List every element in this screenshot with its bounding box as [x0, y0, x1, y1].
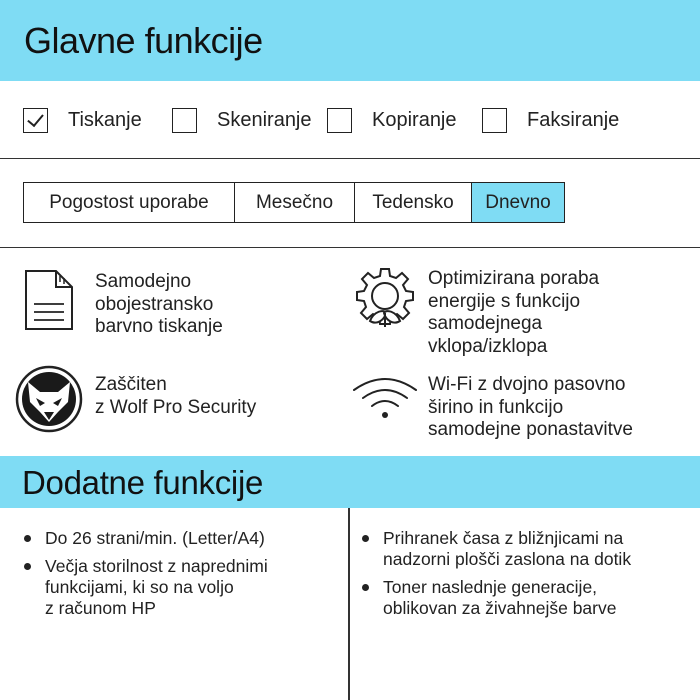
- feature-duplex-text: [95, 271, 223, 339]
- list-item-line: Do 26 strani/min. (Letter/A4): [45, 528, 265, 548]
- wifi-icon: [350, 372, 420, 422]
- fax-checkbox[interactable]: [482, 108, 507, 133]
- function-label: Skeniranje: [217, 109, 312, 131]
- frequency-row: [0, 159, 700, 248]
- column-divider: [348, 508, 350, 700]
- feature-line: samodejne ponastavitve: [428, 419, 633, 440]
- list-item: [24, 556, 339, 619]
- feature-line: Wi-Fi z dvojno pasovno: [428, 374, 626, 395]
- list-item-line: nadzorni plošči zaslona na dotik: [383, 549, 632, 569]
- eco-gear-icon: [350, 265, 420, 335]
- scan-checkbox[interactable]: [172, 108, 197, 133]
- feature-wifi-text: [428, 374, 633, 442]
- feature-security-text: [95, 374, 256, 419]
- list-item: [24, 528, 339, 549]
- frequency-option-daily[interactable]: Dnevno: [471, 183, 564, 222]
- list-item-line: funkcijami, ki so na voljo: [45, 577, 234, 597]
- list-item-line: z računom HP: [45, 598, 156, 618]
- feature-line: vklopa/izklopa: [428, 335, 548, 357]
- additional-list-left: [24, 528, 339, 626]
- frequency-option-monthly[interactable]: Mesečno: [234, 183, 354, 222]
- feature-line: širino in funkcijo: [428, 396, 564, 418]
- document-icon: [22, 268, 76, 332]
- function-label: Kopiranje: [372, 109, 457, 131]
- feature-line: barvno tiskanje: [95, 316, 223, 337]
- feature-line: energije s funkcijo: [428, 290, 581, 312]
- function-item-copy: [327, 108, 457, 133]
- function-label: Faksiranje: [527, 109, 620, 131]
- header-band: [0, 0, 700, 81]
- function-item-print: [23, 108, 142, 133]
- feature-line: samodejnega: [428, 313, 543, 334]
- list-item-line: Prihranek časa z bližnjicami na: [383, 528, 624, 548]
- feature-line: Optimizirana poraba: [428, 268, 600, 289]
- copy-checkbox[interactable]: [327, 108, 352, 133]
- frequency-label: Pogostost uporabe: [49, 191, 209, 213]
- function-row: [0, 81, 700, 159]
- feature-energy-text: [428, 268, 599, 358]
- feature-line: obojestransko: [95, 293, 214, 315]
- feature-line: Zaščiten: [95, 374, 167, 395]
- feature-line: Samodejno: [95, 271, 192, 292]
- list-item-line: Večja storilnost z naprednimi: [45, 556, 268, 576]
- function-item-scan: [172, 108, 312, 133]
- frequency-option-weekly[interactable]: Tedensko: [354, 183, 471, 222]
- wolf-security-icon: [14, 364, 84, 434]
- function-label: Tiskanje: [68, 109, 142, 131]
- list-item: [362, 528, 692, 570]
- list-item-line: Toner naslednje generacije,: [383, 577, 598, 597]
- additional-band: [0, 456, 700, 508]
- additional-list-right: [362, 528, 692, 626]
- feature-line: z Wolf Pro Security: [95, 396, 257, 418]
- print-checkbox[interactable]: [23, 108, 48, 133]
- frequency-table: [23, 182, 565, 223]
- page-title: Glavne funkcije: [24, 20, 263, 61]
- additional-title: Dodatne funkcije: [22, 464, 264, 501]
- function-item-fax: [482, 108, 619, 133]
- list-item-line: oblikovan za živahnejše barve: [383, 598, 617, 618]
- list-item: [362, 577, 692, 619]
